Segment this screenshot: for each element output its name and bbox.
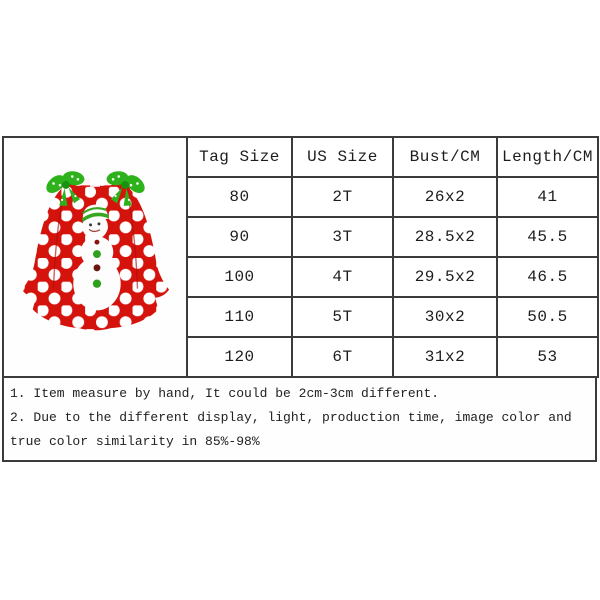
note-line-2: 2. Due to the different display, light, production time, image color and [10,410,572,425]
cell-us-size: 2T [292,177,393,217]
cell-bust: 26x2 [393,177,497,217]
cell-length: 41 [497,177,598,217]
col-header-length: Length/CM [497,137,598,177]
note-line-1: 1. Item measure by hand, It could be 2cm-3cm different. [10,386,440,401]
cell-us-size: 3T [292,217,393,257]
col-header-bust: Bust/CM [393,137,497,177]
cell-us-size: 5T [292,297,393,337]
cell-bust: 30x2 [393,297,497,337]
size-chart-sheet [2,136,597,462]
cell-tag-size: 80 [187,177,292,217]
cell-bust: 28.5x2 [393,217,497,257]
cell-bust: 31x2 [393,337,497,377]
cell-tag-size: 90 [187,217,292,257]
cell-length: 46.5 [497,257,598,297]
note-line-3: true color similarity in 85%-98% [10,434,260,449]
col-header-tag-size: Tag Size [187,137,292,177]
col-header-us-size: US Size [292,137,393,177]
cell-tag-size: 100 [187,257,292,297]
header-row [3,137,598,177]
product-dress-image [14,163,177,351]
product-image-cell [3,137,187,377]
size-chart-table [2,136,599,378]
cell-bust: 29.5x2 [393,257,497,297]
cell-length: 53 [497,337,598,377]
cell-us-size: 4T [292,257,393,297]
cell-length: 45.5 [497,217,598,257]
notes-box [2,376,597,462]
cell-length: 50.5 [497,297,598,337]
cell-tag-size: 120 [187,337,292,377]
cell-tag-size: 110 [187,297,292,337]
cell-us-size: 6T [292,337,393,377]
